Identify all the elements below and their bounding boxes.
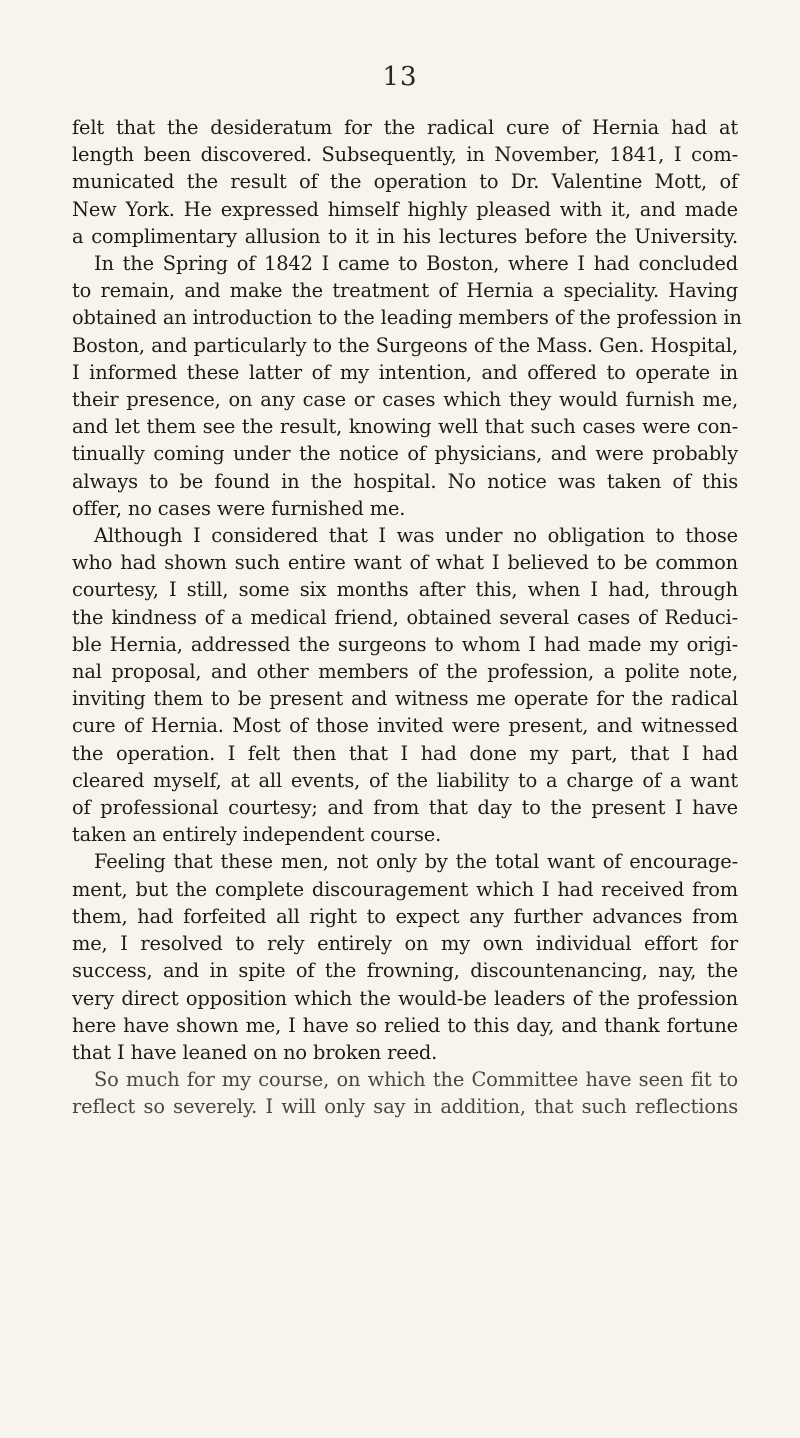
text-line: cure of Hernia. Most of those invited were present, and witnessed <box>72 714 738 738</box>
text-line: Boston, and particularly to the Surgeons of the Mass. Gen. Hospital, <box>72 333 738 357</box>
text-line: the kindness of a medical friend, obtained several cases of Reduci- <box>72 605 738 629</box>
text-line: success, and in spite of the frowning, discountenancing, nay, the <box>72 959 738 983</box>
text-line: who had shown such entire want of what I believed to be common <box>72 551 738 575</box>
text-line: a complimentary allusion to it in his lectures before the University. <box>72 224 738 248</box>
text-line: ment, but the complete discouragement which I had received from <box>72 877 738 901</box>
page-number: 13 <box>382 62 418 92</box>
text-line: New York. He expressed himself highly pleased with it, and made <box>72 197 738 221</box>
text-line: municated the result of the operation to Dr. Valentine Mott, of <box>72 170 738 194</box>
text-line: always to be found in the hospital. No notice was taken of this <box>72 469 738 493</box>
text-line: Feeling that these men, not only by the total want of encourage- <box>94 850 738 874</box>
text-line: felt that the desideratum for the radical cure of Hernia had at <box>72 116 738 139</box>
body-text <box>72 114 742 1121</box>
text-line: and let them see the result, knowing well that such cases were con- <box>72 415 738 439</box>
text-line: I informed these latter of my intention, and offered to operate in <box>72 360 738 384</box>
text-line: tinually coming under the notice of physicians, and were probably <box>72 442 738 466</box>
text-line: very direct opposition which the would-be leaders of the profession <box>72 986 738 1010</box>
text-line: me, I resolved to rely entirely on my own individual effort for <box>72 932 738 956</box>
text-line: Although I considered that I was under no obligation to those <box>94 524 738 548</box>
text-line: offer, no cases were furnished me. <box>72 496 406 520</box>
text-line: nal proposal, and other members of the profession, a polite note, <box>72 660 738 684</box>
text-line: here have shown me, I have so relied to this day, and thank fortune <box>72 1013 738 1037</box>
text-line: obtained an introduction to the leading members of the profession in <box>72 306 742 330</box>
text-line: the operation. I felt then that I had done my part, that I had <box>72 741 738 765</box>
text-line: of professional courtesy; and from that day to the present I have <box>72 796 738 820</box>
text-line: inviting them to be present and witness me operate for the radical <box>72 687 738 711</box>
text-line: taken an entirely independent course. <box>72 823 442 847</box>
text-line: that I have leaned on no broken reed. <box>72 1040 438 1064</box>
text-line: to remain, and make the treatment of Hernia a speciality. Having <box>72 279 738 303</box>
text-line: them, had forfeited all right to expect any further advances from <box>72 904 738 928</box>
text-line: length been discovered. Subsequently, in November, 1841, I com- <box>72 143 738 167</box>
text-line: cleared myself, at all events, of the liability to a charge of a want <box>72 768 738 792</box>
text-line: reflect so severely. I will only say in addition, that such reflections <box>72 1095 738 1119</box>
text-line: So much for my course, on which the Committee have seen fit to <box>94 1068 738 1092</box>
text-line: ble Hernia, addressed the surgeons to whom I had made my origi- <box>72 632 738 656</box>
text-line: their presence, on any case or cases which they would furnish me, <box>72 388 738 412</box>
text-line: In the Spring of 1842 I came to Boston, where I had concluded <box>94 252 738 276</box>
text-line: courtesy, I still, some six months after this, when I had, through <box>72 578 738 602</box>
